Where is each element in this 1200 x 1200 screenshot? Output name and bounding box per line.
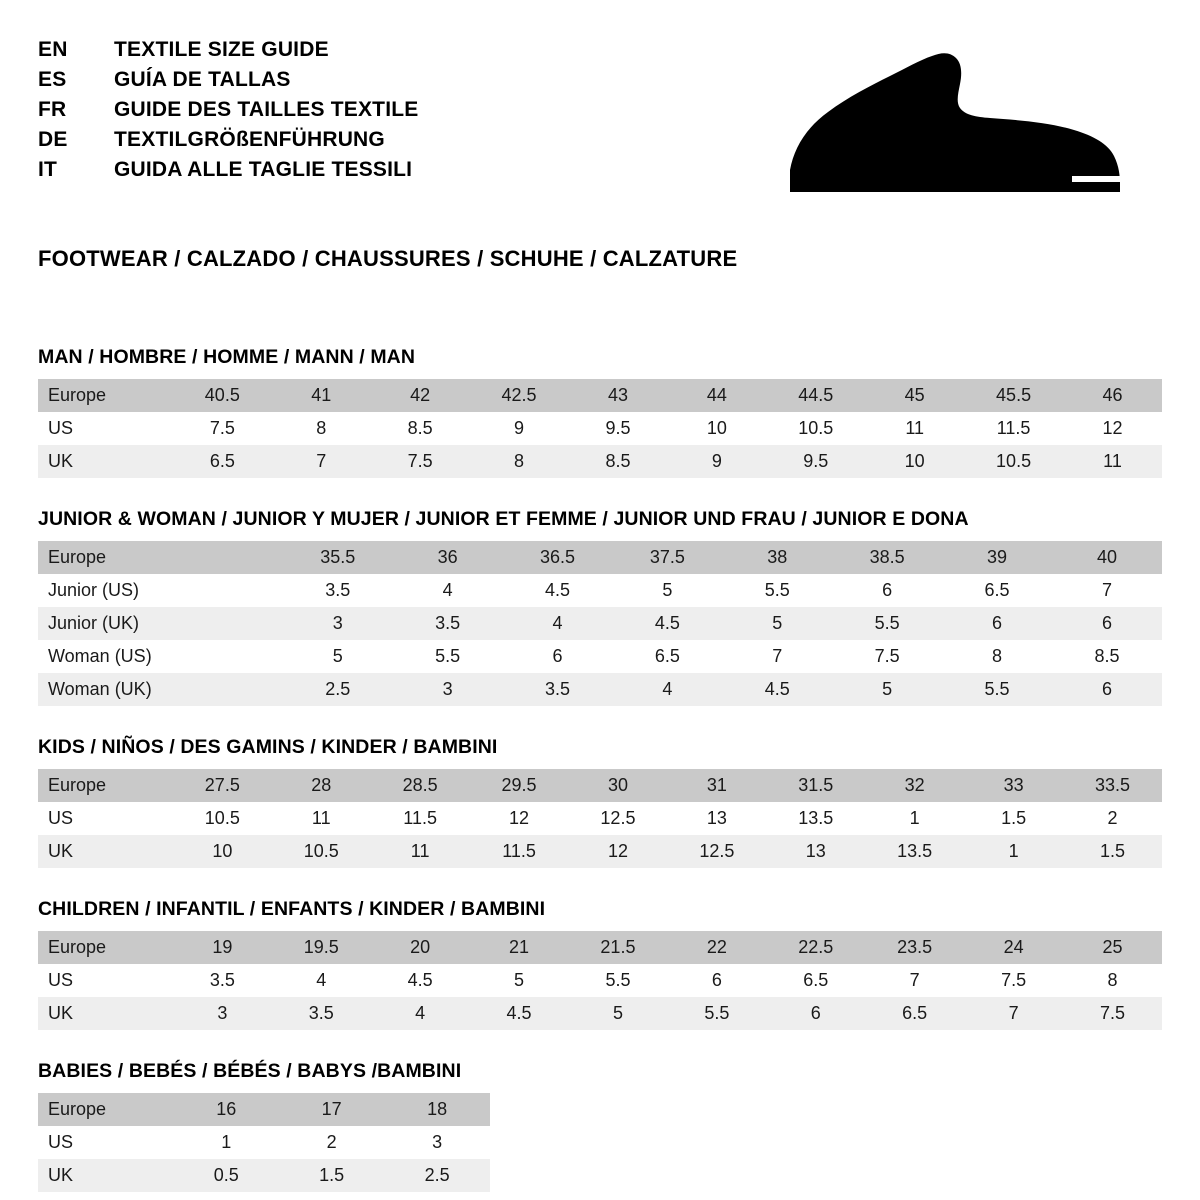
size-cell: 7 (865, 964, 964, 997)
size-cell: 5.5 (667, 997, 766, 1030)
size-cell: 22.5 (766, 931, 865, 964)
size-cell: 28.5 (371, 769, 470, 802)
size-cell (173, 541, 283, 574)
section-title: BABIES / BEBÉS / BÉBÉS / BABYS /BAMBINI (38, 1060, 462, 1082)
size-cell: 36 (393, 541, 503, 574)
size-table (38, 541, 1162, 706)
size-cell: 11 (371, 835, 470, 868)
size-cell: 7.5 (964, 964, 1063, 997)
size-cell: 38 (722, 541, 832, 574)
size-cell: 38.5 (832, 541, 942, 574)
size-cell: 6.5 (612, 640, 722, 673)
page-header (38, 34, 1162, 220)
row-label: Woman (UK) (38, 673, 173, 706)
language-title: TEXTILE SIZE GUIDE (114, 38, 329, 61)
row-label: UK (38, 835, 173, 868)
size-cell: 13 (667, 802, 766, 835)
size-cell: 6 (667, 964, 766, 997)
size-cell: 3.5 (173, 964, 272, 997)
size-cell: 39 (942, 541, 1052, 574)
size-section (38, 508, 1162, 706)
size-cell: 5.5 (722, 574, 832, 607)
table-row (38, 964, 1162, 997)
language-code: DE (38, 128, 68, 151)
size-cell: 7.5 (371, 445, 470, 478)
size-cell: 42 (371, 379, 470, 412)
language-code: EN (38, 38, 68, 61)
size-cell: 3.5 (283, 574, 393, 607)
table-row (38, 412, 1162, 445)
size-cell: 10.5 (766, 412, 865, 445)
size-table (38, 379, 1162, 478)
size-table (38, 1093, 490, 1192)
size-cell: 5.5 (393, 640, 503, 673)
size-cell: 2.5 (283, 673, 393, 706)
row-label: Europe (38, 931, 173, 964)
table-row (38, 1093, 490, 1126)
size-cell: 5.5 (569, 964, 668, 997)
size-cell: 42.5 (470, 379, 569, 412)
size-cell: 44.5 (766, 379, 865, 412)
row-label: UK (38, 1159, 174, 1192)
size-cell: 2 (1063, 802, 1162, 835)
language-row (38, 128, 418, 152)
size-cell: 6.5 (865, 997, 964, 1030)
size-cell: 1.5 (279, 1159, 384, 1192)
size-cell: 11.5 (964, 412, 1063, 445)
row-label: Junior (UK) (38, 607, 173, 640)
size-cell: 32 (865, 769, 964, 802)
size-cell (173, 607, 283, 640)
size-cell: 25 (1063, 931, 1162, 964)
language-title-list (38, 34, 418, 182)
size-cell: 40 (1052, 541, 1162, 574)
size-cell: 1 (964, 835, 1063, 868)
row-label: US (38, 412, 173, 445)
language-title: TEXTILGRÖßENFÜHRUNG (114, 128, 385, 151)
language-title: GUIDA ALLE TAGLIE TESSILI (114, 158, 413, 181)
size-cell: 1.5 (1063, 835, 1162, 868)
size-cell: 4.5 (503, 574, 613, 607)
table-row (38, 607, 1162, 640)
size-cell: 7 (964, 997, 1063, 1030)
size-cell: 29.5 (470, 769, 569, 802)
size-cell: 30 (569, 769, 668, 802)
size-cell: 6.5 (766, 964, 865, 997)
table-row (38, 835, 1162, 868)
size-cell: 46 (1063, 379, 1162, 412)
row-label: UK (38, 997, 173, 1030)
size-cell: 1.5 (964, 802, 1063, 835)
size-cell: 3 (393, 673, 503, 706)
size-cell: 10.5 (173, 802, 272, 835)
language-title: GUÍA DE TALLAS (114, 68, 291, 91)
size-cell: 3 (384, 1126, 489, 1159)
size-section (38, 898, 1162, 1030)
row-label: US (38, 1126, 174, 1159)
size-cell: 6 (832, 574, 942, 607)
size-cell: 12.5 (569, 802, 668, 835)
table-row (38, 673, 1162, 706)
size-cell: 11.5 (371, 802, 470, 835)
table-row (38, 931, 1162, 964)
size-cell: 12 (470, 802, 569, 835)
size-cell: 5 (832, 673, 942, 706)
size-cell: 31 (667, 769, 766, 802)
size-cell: 7.5 (832, 640, 942, 673)
size-cell: 20 (371, 931, 470, 964)
table-row (38, 997, 1162, 1030)
size-cell: 37.5 (612, 541, 722, 574)
table-row (38, 574, 1162, 607)
size-cell: 11.5 (470, 835, 569, 868)
row-label: Europe (38, 379, 173, 412)
row-label: US (38, 964, 173, 997)
row-label: Europe (38, 769, 173, 802)
table-row (38, 1159, 490, 1192)
size-cell: 21.5 (569, 931, 668, 964)
size-cell: 22 (667, 931, 766, 964)
size-cell: 8 (272, 412, 371, 445)
size-cell: 43 (569, 379, 668, 412)
size-cell: 7 (1052, 574, 1162, 607)
size-cell: 27.5 (173, 769, 272, 802)
size-cell: 13.5 (865, 835, 964, 868)
size-cell (173, 673, 283, 706)
size-cell: 12 (1063, 412, 1162, 445)
size-cell: 5 (722, 607, 832, 640)
size-cell: 9.5 (766, 445, 865, 478)
size-cell: 6.5 (942, 574, 1052, 607)
size-cell: 13 (766, 835, 865, 868)
size-cell: 23.5 (865, 931, 964, 964)
row-label: Europe (38, 1093, 174, 1126)
language-code: IT (38, 158, 58, 181)
size-cell: 12 (569, 835, 668, 868)
size-cell: 4.5 (470, 997, 569, 1030)
size-cell: 5 (283, 640, 393, 673)
table-row (38, 379, 1162, 412)
size-cell: 7.5 (1063, 997, 1162, 1030)
table-row (38, 769, 1162, 802)
size-cell: 4.5 (612, 607, 722, 640)
size-cell: 18 (384, 1093, 489, 1126)
size-cell: 4 (272, 964, 371, 997)
size-cell: 5 (569, 997, 668, 1030)
section-title: CHILDREN / INFANTIL / ENFANTS / KINDER / BAMBINI (38, 898, 546, 920)
size-cell: 19 (173, 931, 272, 964)
size-cell: 10 (865, 445, 964, 478)
size-cell: 33 (964, 769, 1063, 802)
size-cell: 4.5 (722, 673, 832, 706)
size-cell: 4 (393, 574, 503, 607)
section-title: MAN / HOMBRE / HOMME / MANN / MAN (38, 346, 416, 368)
language-code: ES (38, 68, 67, 91)
size-cell: 31.5 (766, 769, 865, 802)
size-cell: 3.5 (503, 673, 613, 706)
size-cell: 5.5 (832, 607, 942, 640)
section-title: KIDS / NIÑOS / DES GAMINS / KINDER / BAMBINI (38, 736, 498, 758)
size-cell: 2.5 (384, 1159, 489, 1192)
table-row (38, 1126, 490, 1159)
size-cell: 5 (470, 964, 569, 997)
size-cell: 7 (272, 445, 371, 478)
size-cell: 6 (503, 640, 613, 673)
table-row (38, 541, 1162, 574)
size-cell: 4 (612, 673, 722, 706)
size-cell: 5.5 (942, 673, 1052, 706)
size-section (38, 346, 1162, 478)
size-cell: 8.5 (1052, 640, 1162, 673)
size-cell: 45.5 (964, 379, 1063, 412)
size-cell: 19.5 (272, 931, 371, 964)
size-cell: 6 (942, 607, 1052, 640)
size-cell: 9 (667, 445, 766, 478)
table-row (38, 640, 1162, 673)
size-cell: 6 (1052, 673, 1162, 706)
size-cell: 24 (964, 931, 1063, 964)
size-cell: 9.5 (569, 412, 668, 445)
size-cell: 10.5 (964, 445, 1063, 478)
row-label: UK (38, 445, 173, 478)
size-cell: 3 (173, 997, 272, 1030)
size-cell: 4 (371, 997, 470, 1030)
row-label: Woman (US) (38, 640, 173, 673)
size-cell: 8 (942, 640, 1052, 673)
size-cell: 35.5 (283, 541, 393, 574)
size-cell: 36.5 (503, 541, 613, 574)
size-cell: 4 (503, 607, 613, 640)
size-cell: 17 (279, 1093, 384, 1126)
language-row (38, 38, 418, 62)
size-cell: 1 (174, 1126, 279, 1159)
size-cell: 12.5 (667, 835, 766, 868)
size-cell: 8.5 (371, 412, 470, 445)
size-cell: 4.5 (371, 964, 470, 997)
language-row (38, 158, 418, 182)
category-title: FOOTWEAR / CALZADO / CHAUSSURES / SCHUHE / CALZATURE (38, 246, 738, 271)
size-cell: 40.5 (173, 379, 272, 412)
size-section (38, 1060, 1162, 1192)
size-cell: 3.5 (272, 997, 371, 1030)
size-cell: 6.5 (173, 445, 272, 478)
language-code: FR (38, 98, 67, 121)
size-cell (173, 640, 283, 673)
size-cell: 44 (667, 379, 766, 412)
size-cell: 21 (470, 931, 569, 964)
size-cell: 3 (283, 607, 393, 640)
size-table (38, 931, 1162, 1030)
dress-shoe-icon (772, 50, 1132, 220)
size-cell: 2 (279, 1126, 384, 1159)
size-sections (38, 346, 1162, 1192)
size-cell: 7.5 (173, 412, 272, 445)
size-cell: 45 (865, 379, 964, 412)
size-cell: 10 (173, 835, 272, 868)
language-row (38, 68, 418, 92)
size-cell: 8.5 (569, 445, 668, 478)
size-cell: 1 (865, 802, 964, 835)
size-cell: 8 (470, 445, 569, 478)
size-cell: 11 (1063, 445, 1162, 478)
size-section (38, 736, 1162, 868)
size-cell: 10.5 (272, 835, 371, 868)
table-row (38, 802, 1162, 835)
size-table (38, 769, 1162, 868)
size-cell: 11 (865, 412, 964, 445)
size-cell: 9 (470, 412, 569, 445)
size-cell: 28 (272, 769, 371, 802)
size-cell: 13.5 (766, 802, 865, 835)
language-row (38, 98, 418, 122)
size-cell: 11 (272, 802, 371, 835)
size-cell: 6 (1052, 607, 1162, 640)
language-title: GUIDE DES TAILLES TEXTILE (114, 98, 419, 121)
size-cell: 5 (612, 574, 722, 607)
size-cell (173, 574, 283, 607)
row-label: Europe (38, 541, 173, 574)
table-row (38, 445, 1162, 478)
size-cell: 3.5 (393, 607, 503, 640)
size-cell: 33.5 (1063, 769, 1162, 802)
size-cell: 41 (272, 379, 371, 412)
size-cell: 6 (766, 997, 865, 1030)
section-title: JUNIOR & WOMAN / JUNIOR Y MUJER / JUNIOR ET FEMME / JUNIOR UND FRAU / JUNIOR E DONA (38, 508, 969, 530)
size-cell: 7 (722, 640, 832, 673)
row-label: US (38, 802, 173, 835)
size-cell: 8 (1063, 964, 1162, 997)
size-cell: 10 (667, 412, 766, 445)
row-label: Junior (US) (38, 574, 173, 607)
size-cell: 0.5 (174, 1159, 279, 1192)
size-cell: 16 (174, 1093, 279, 1126)
